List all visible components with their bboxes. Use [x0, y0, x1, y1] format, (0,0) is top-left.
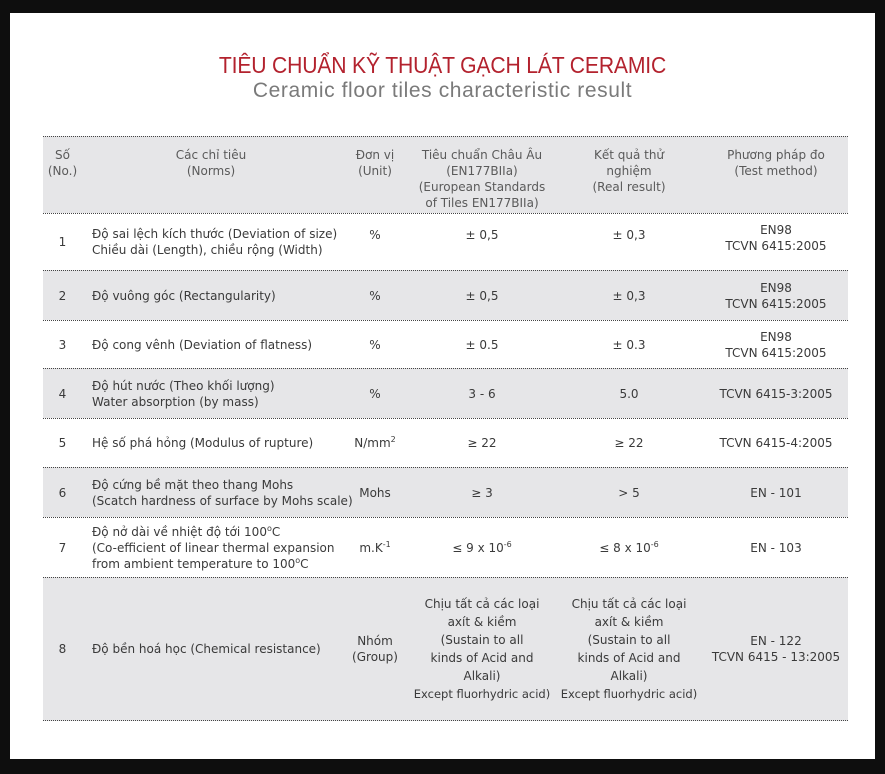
table-row: [43, 467, 848, 517]
row-norm: Độ nở dài về nhiệt độ tới 100$^o$C (Co-efficient of linear thermal expansion from ambient temperature to 100$^o$C: [92, 523, 335, 571]
row-number: 3: [58, 337, 67, 352]
row-standard: ± 0.5: [465, 337, 499, 352]
table-row: [43, 577, 848, 721]
page-subtitle: Ceramic floor tiles characteristic result: [252, 79, 633, 102]
row-standard: ± 0,5: [465, 288, 499, 303]
row-method: EN - 103: [750, 540, 802, 555]
row-result: ± 0.3: [612, 337, 646, 352]
row-unit: $N/mm^2$: [354, 435, 396, 450]
row-result: > 5: [618, 485, 640, 500]
row-standard: 3 - 6: [468, 386, 496, 401]
row-unit: %: [369, 288, 381, 303]
row-unit: %: [369, 386, 381, 401]
header-norms: Các chỉ tiêu (Norms): [175, 148, 247, 178]
table-row: [43, 517, 848, 577]
header-method: Phương pháp đo (Test method): [727, 148, 825, 178]
row-method: EN98 TCVN 6415:2005: [725, 280, 827, 311]
row-unit: $m.K^{-1}$: [359, 539, 391, 555]
table-row: [43, 418, 848, 467]
spec-table: [43, 136, 848, 721]
row-result: ≤ 8 x $10^{-6}$: [599, 539, 659, 555]
row-result: Chịu tất cả các loại axít & kiềm (Sustain to all kinds of Acid and Alkali) Except fluorhydric acid): [560, 597, 698, 701]
table-row: [43, 270, 848, 320]
row-result: ± 0,3: [612, 228, 646, 242]
row-number: 1: [58, 235, 67, 249]
table-row: [43, 320, 848, 368]
header-standard: Tiêu chuẩn Châu Âu (EN177BIIa) (European Standards of Tiles EN177BIIa): [418, 148, 546, 210]
row-norm: Độ hút nước (Theo khối lượng) Water absorption (by mass): [92, 378, 275, 409]
row-standard: ± 0,5: [465, 228, 499, 242]
row-result: ≥ 22: [614, 436, 644, 450]
row-standard: Chịu tất cả các loại axít & kiềm (Sustain to all kinds of Acid and Alkali) Except fluorhydric acid): [413, 597, 551, 701]
row-method: EN - 101: [750, 485, 802, 500]
row-number: 8: [58, 642, 67, 656]
row-unit: Mohs: [359, 485, 391, 500]
row-standard: ≤ 9 x $10^{-6}$: [452, 539, 512, 555]
row-result: 5.0: [619, 386, 639, 401]
header-result: Kết quả thử nghiệm (Real result): [592, 148, 666, 194]
row-norm: Độ sai lệch kích thước (Deviation of size) Chiều dài (Length), chiều rộng (Width): [92, 227, 338, 257]
row-unit: Nhóm (Group): [352, 634, 398, 664]
header-unit: Đơn vị (Unit): [355, 148, 395, 178]
row-number: 2: [58, 288, 67, 303]
row-unit: %: [369, 337, 381, 352]
row-method: TCVN 6415-4:2005: [719, 436, 833, 450]
page-title: TIÊU CHUẨN KỸ THUẬT GẠCH LÁT CERAMIC: [218, 52, 667, 78]
row-norm: Độ cong vênh (Deviation of flatness): [92, 337, 313, 352]
header-no: Số (No.): [47, 148, 78, 178]
table-row: [43, 368, 848, 418]
row-number: 5: [58, 436, 67, 450]
row-unit: %: [369, 228, 381, 242]
row-method: EN98 TCVN 6415:2005: [725, 329, 827, 360]
row-norm: Độ vuông góc (Rectangularity): [92, 288, 276, 303]
row-number: 4: [58, 386, 67, 401]
row-result: ± 0,3: [612, 288, 646, 303]
row-method: TCVN 6415-3:2005: [719, 386, 833, 401]
row-norm: Độ cứng bề mặt theo thang Mohs (Scatch hardness of surface by Mohs scale): [92, 477, 353, 508]
row-norm: Độ bền hoá học (Chemical resistance): [92, 642, 321, 656]
row-standard: ≥ 3: [471, 485, 493, 500]
table-header-row: [43, 136, 848, 213]
row-standard: ≥ 22: [467, 436, 497, 450]
row-number: 6: [58, 485, 67, 500]
row-method: EN98 TCVN 6415:2005: [725, 223, 827, 253]
row-number: 7: [58, 540, 67, 555]
row-norm: Hệ số phá hỏng (Modulus of rupture): [92, 436, 314, 450]
row-method: EN - 122 TCVN 6415 - 13:2005: [711, 634, 841, 664]
table-row: [43, 213, 848, 270]
